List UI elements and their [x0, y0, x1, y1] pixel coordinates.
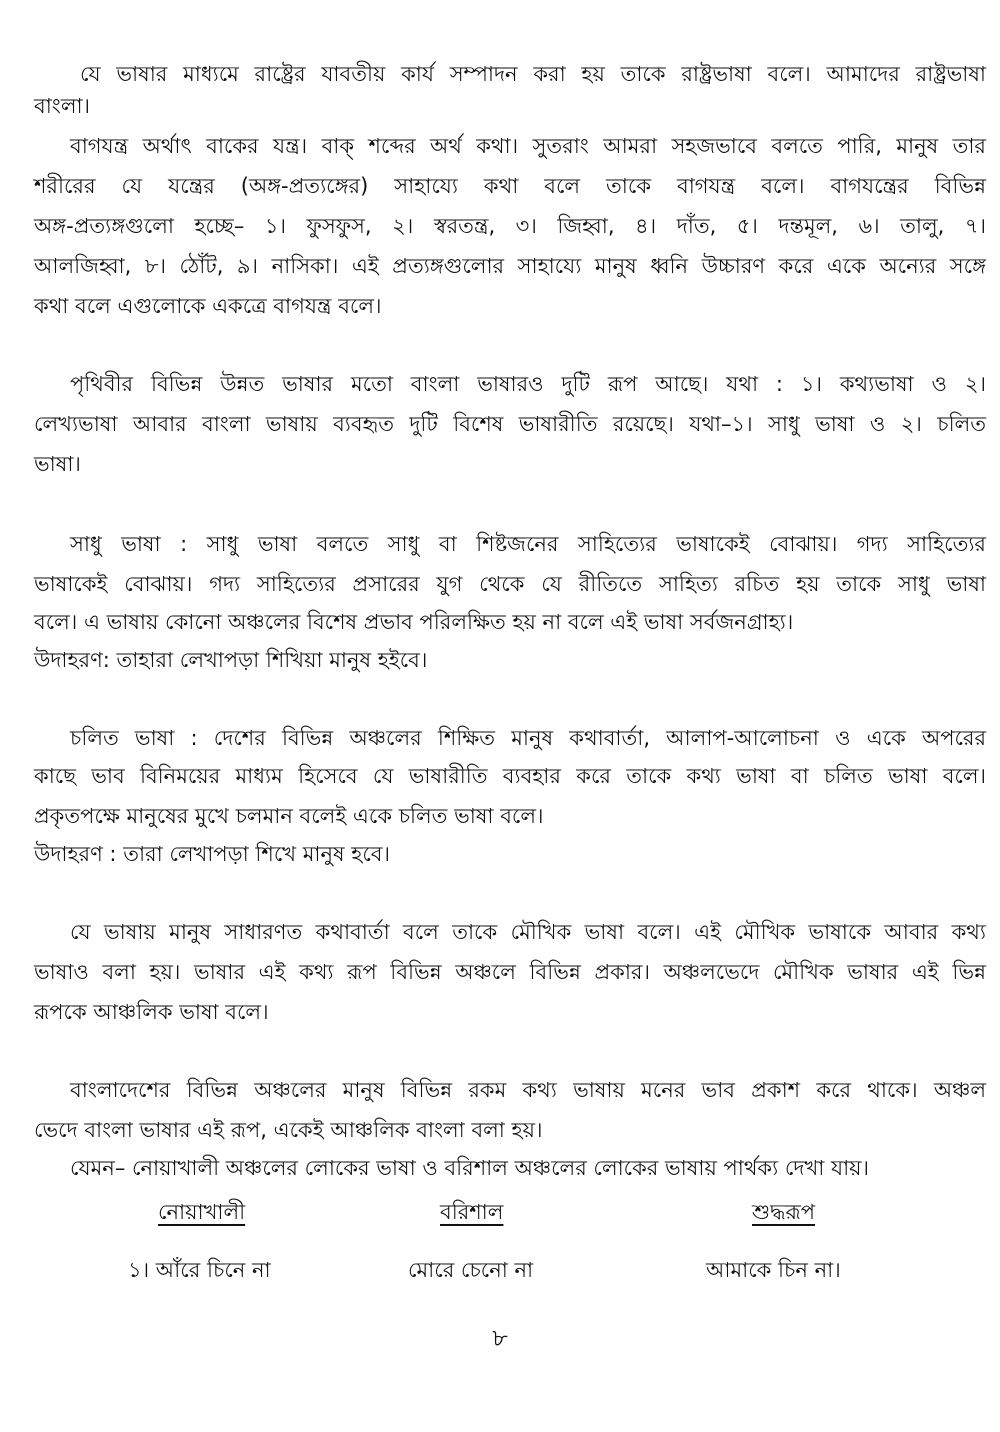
paragraph-cholito-example: উদাহরণ : তারা লেখাপড়া শিখে মানুষ হবে। [34, 842, 390, 866]
paragraph-vocal-organ-line-2: শরীরের যে যন্ত্রের (অঙ্গ-প্রত্যঙ্গের) সাহায্যে কথা বলে তাকে বাগযন্ত্র বলে। বাগযন্ত্রের বিভিন্ন [34, 174, 986, 198]
paragraph-state-language-line-2: বাংলা। [34, 94, 91, 118]
paragraph-vocal-organ-line-4: আলজিহ্বা, ৮। ঠোঁট, ৯। নাসিকা। এই প্রত্যঙ্গগুলোর সাহায্যে মানুষ ধ্বনি উচ্চারণ করে একে অন্যের সঙ্গে [34, 254, 986, 278]
paragraph-oral-line-3: রূপকে আঞ্চলিক ভাষা বলে। [34, 1000, 269, 1024]
paragraph-sadhu-example: উদাহরণ: তাহারা লেখাপড়া শিখিয়া মানুষ হইবে। [34, 648, 428, 672]
paragraph-sadhu-line-1: সাধু ভাষা : সাধু ভাষা বলতে সাধু বা শিষ্টজনের সাহিত্যের ভাষাকেই বোঝায়। গদ্য সাহিত্যের [70, 532, 986, 556]
page-number: ৮ [492, 1324, 508, 1352]
paragraph-regional-line-1: বাংলাদেশের বিভিন্ন অঞ্চলের মানুষ বিভিন্ন রকম কথ্য ভাষায় মনের ভাব প্রকাশ করে থাকে। অঞ্চল [70, 1078, 986, 1102]
paragraph-oral-line-2: ভাষাও বলা হয়। ভাষার এই কথ্য রূপ বিভিন্ন অঞ্চলে বিভিন্ন প্রকার। অঞ্চলভেদে মৌখিক ভাষার এই ভিন্ন [34, 960, 986, 984]
paragraph-cholito-line-2: কাছে ভাব বিনিময়ের মাধ্যম হিসেবে যে ভাষারীতি ব্যবহার করে তাকে কথ্য ভাষা বা চলিত ভাষা বলে। [34, 764, 986, 788]
table-cell-noakhali: ১। আঁরে চিনে না [128, 1258, 271, 1282]
paragraph-state-language-line-1: যে ভাষার মাধ্যমে রাষ্ট্রের যাবতীয় কার্য সম্পাদন করা হয় তাকে রাষ্ট্রভাষা বলে। আমাদের রাষ্ট্রভাষা [80, 62, 986, 86]
paragraph-vocal-organ-line-1: বাগযন্ত্র অর্থাৎ বাকের যন্ত্র। বাক্ শব্দের অর্থ কথা। সুতরাং আমরা সহজভাবে বলতে পারি, মানুষ তার [70, 134, 986, 158]
paragraph-sadhu-line-2: ভাষাকেই বোঝায়। গদ্য সাহিত্যের প্রসারের যুগ থেকে যে রীতিতে সাহিত্য রচিত হয় তাকে সাধু ভাষা [34, 572, 986, 596]
paragraph-two-forms-line-2: লেখ্যভাষা আবার বাংলা ভাষায় ব্যবহৃত দুটি বিশেষ ভাষারীতি রয়েছে। যথা–১। সাধু ভাষা ও ২। চলিত [34, 412, 986, 436]
table-header-noakhali: নোয়াখালী [158, 1200, 246, 1224]
paragraph-oral-line-1: যে ভাষায় মানুষ সাধারণত কথাবার্তা বলে তাকে মৌখিক ভাষা বলে। এই মৌখিক ভাষাকে আবার কথ্য [70, 920, 986, 944]
paragraph-two-forms-line-1: পৃথিবীর বিভিন্ন উন্নত ভাষার মতো বাংলা ভাষারও দুটি রূপ আছে। যথা : ১। কথ্যভাষা ও ২। [70, 372, 986, 396]
paragraph-two-forms-line-3: ভাষা। [34, 452, 81, 476]
paragraph-vocal-organ-line-3: অঙ্গ-প্রত্যঙ্গগুলো হচ্ছে– ১। ফুসফুস, ২। স্বরতন্ত্র, ৩। জিহ্বা, ৪। দাঁত, ৫। দন্তমূল, ৬। তালু, ৭। [34, 214, 986, 238]
paragraph-sadhu-line-3: বলে। এ ভাষায় কোনো অঞ্চলের বিশেষ প্রভাব পরিলক্ষিত হয় না বলে এই ভাষা সর্বজনগ্রাহ্য। [34, 610, 794, 634]
table-cell-barishal: মোরে চেনো না [408, 1258, 534, 1282]
table-header-barishal: বরিশাল [440, 1200, 504, 1224]
paragraph-vocal-organ-line-5: কথা বলে এগুলোকে একত্রে বাগযন্ত্র বলে। [34, 294, 382, 318]
table-cell-standard-form: আমাকে চিন না। [706, 1258, 841, 1282]
paragraph-regional-line-3: যেমন– নোয়াখালী অঞ্চলের লোকের ভাষা ও বরিশাল অঞ্চলের লোকের ভাষায় পার্থক্য দেখা যায়। [70, 1156, 870, 1180]
paragraph-regional-line-2: ভেদে বাংলা ভাষার এই রূপ, একেই আঞ্চলিক বাংলা বলা হয়। [34, 1118, 543, 1142]
paragraph-cholito-line-3: প্রকৃতপক্ষে মানুষের মুখে চলমান বলেই একে চলিত ভাষা বলে। [34, 804, 544, 828]
table-header-standard-form: শুদ্ধরূপ [752, 1200, 816, 1224]
paragraph-cholito-line-1: চলিত ভাষা : দেশের বিভিন্ন অঞ্চলের শিক্ষিত মানুষ কথাবার্তা, আলাপ-আলোচনা ও একে অপরের [70, 726, 986, 750]
